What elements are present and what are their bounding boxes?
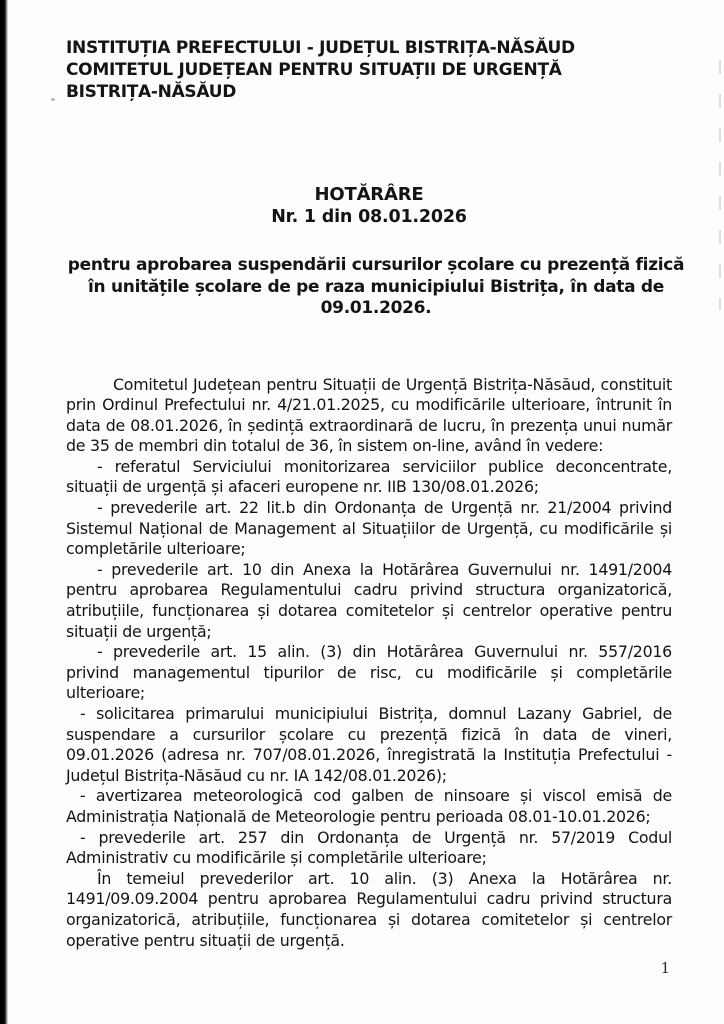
letterhead-line-committee: COMITETUL JUDEȚEAN PENTRU SITUAȚII DE URGENȚĂ: [66, 60, 562, 80]
body-paragraph-oug-21-2004: - prevederile art. 22 lit.b din Ordonanța de Urgență nr. 21/2004 privind Sistemul Național de Management al Situațiilor de Urgență, cu modificările și completările ulterioare;: [66, 498, 672, 559]
document-body: [66, 375, 672, 952]
letterhead: [66, 37, 672, 103]
body-paragraph-hg-557-2016: - prevederile art. 15 alin. (3) din Hotărârea Guvernului nr. 557/2016 privind managementul tipurilor de risc, cu modificările și completările ulterioare;: [66, 642, 672, 703]
letterhead-line-county: BISTRIȚA-NĂSĂUD: [66, 82, 237, 102]
body-paragraph-preamble: Comitetul Județean pentru Situații de Urgență Bistrița-Năsăud, constituit prin Ordinul Prefectului nr. 4/21.01.2025, cu modificările ulterioare, întrunit în data de 08.01.2026, în ședință extraordinară de lucru, în prezența unui număr de 35 de membri din totalul de 36, în sistem on-line, având în vedere:: [66, 374, 672, 456]
document-number-date: Nr. 1 din 08.01.2026: [271, 207, 467, 227]
body-paragraph-temei-legal: În temeiul prevederilor art. 10 alin. (3) Anexa la Hotărârea nr. 1491/09.09.2004 pentru aprobarea Regulamentului cadru privind structura organizatorică, atribuțiile, funcționarea și dotarea comitetelor și centrelor operative pentru situații de urgență.: [66, 868, 672, 950]
page-number: 1: [660, 961, 670, 977]
title-block: [66, 183, 672, 229]
body-paragraph-solicitare-primar: - solicitarea primarului municipiului Bistrița, domnul Lazany Gabriel, de suspendare a cursurilor școlare cu prezență fizică în data de vineri, 09.01.2026 (adresa nr. 707/08.01.2026, înregistrată la Instituția Prefectului - Județul Bistrița-Năsăud cu nr. IA 142/08.01.2026);: [66, 704, 672, 785]
body-paragraph-avertizare-meteo: - avertizarea meteorologică cod galben de ninsoare și viscol emisă de Administrația Națională de Meteorologie pentru perioada 08.01-10.01.2026;: [66, 786, 672, 826]
document-subject: pentru aprobarea suspendării cursurilor școlare cu prezență fizică în unitățile școlare de pe raza municipiului Bistrița, în data de 09.01.2026.: [67, 255, 685, 318]
body-paragraph-referat: - referatul Serviciului monitorizarea serviciilor publice deconcentrate, situații de urgență și afaceri europene nr. IIB 130/08.01.2026;: [66, 456, 672, 497]
letterhead-line-institution: INSTITUȚIA PREFECTULUI - JUDEȚUL BISTRIȚA-NĂSĂUD: [66, 38, 575, 58]
body-paragraph-hg-1491-2004: - prevederile art. 10 din Anexa la Hotărârea Guvernului nr. 1491/2004 pentru aprobarea Regulamentului cadru privind structura organizatorică, atribuțiile, funcționarea și dotarea comitetelor și centrelor operative pentru situații de urgență;: [66, 559, 672, 641]
body-paragraph-oug-57-2019: - prevederile art. 257 din Ordonanța de Urgență nr. 57/2019 Codul Administrativ cu modificările și completările ulterioare;: [66, 827, 672, 868]
document-title: HOTĂRÂRE: [314, 184, 424, 205]
